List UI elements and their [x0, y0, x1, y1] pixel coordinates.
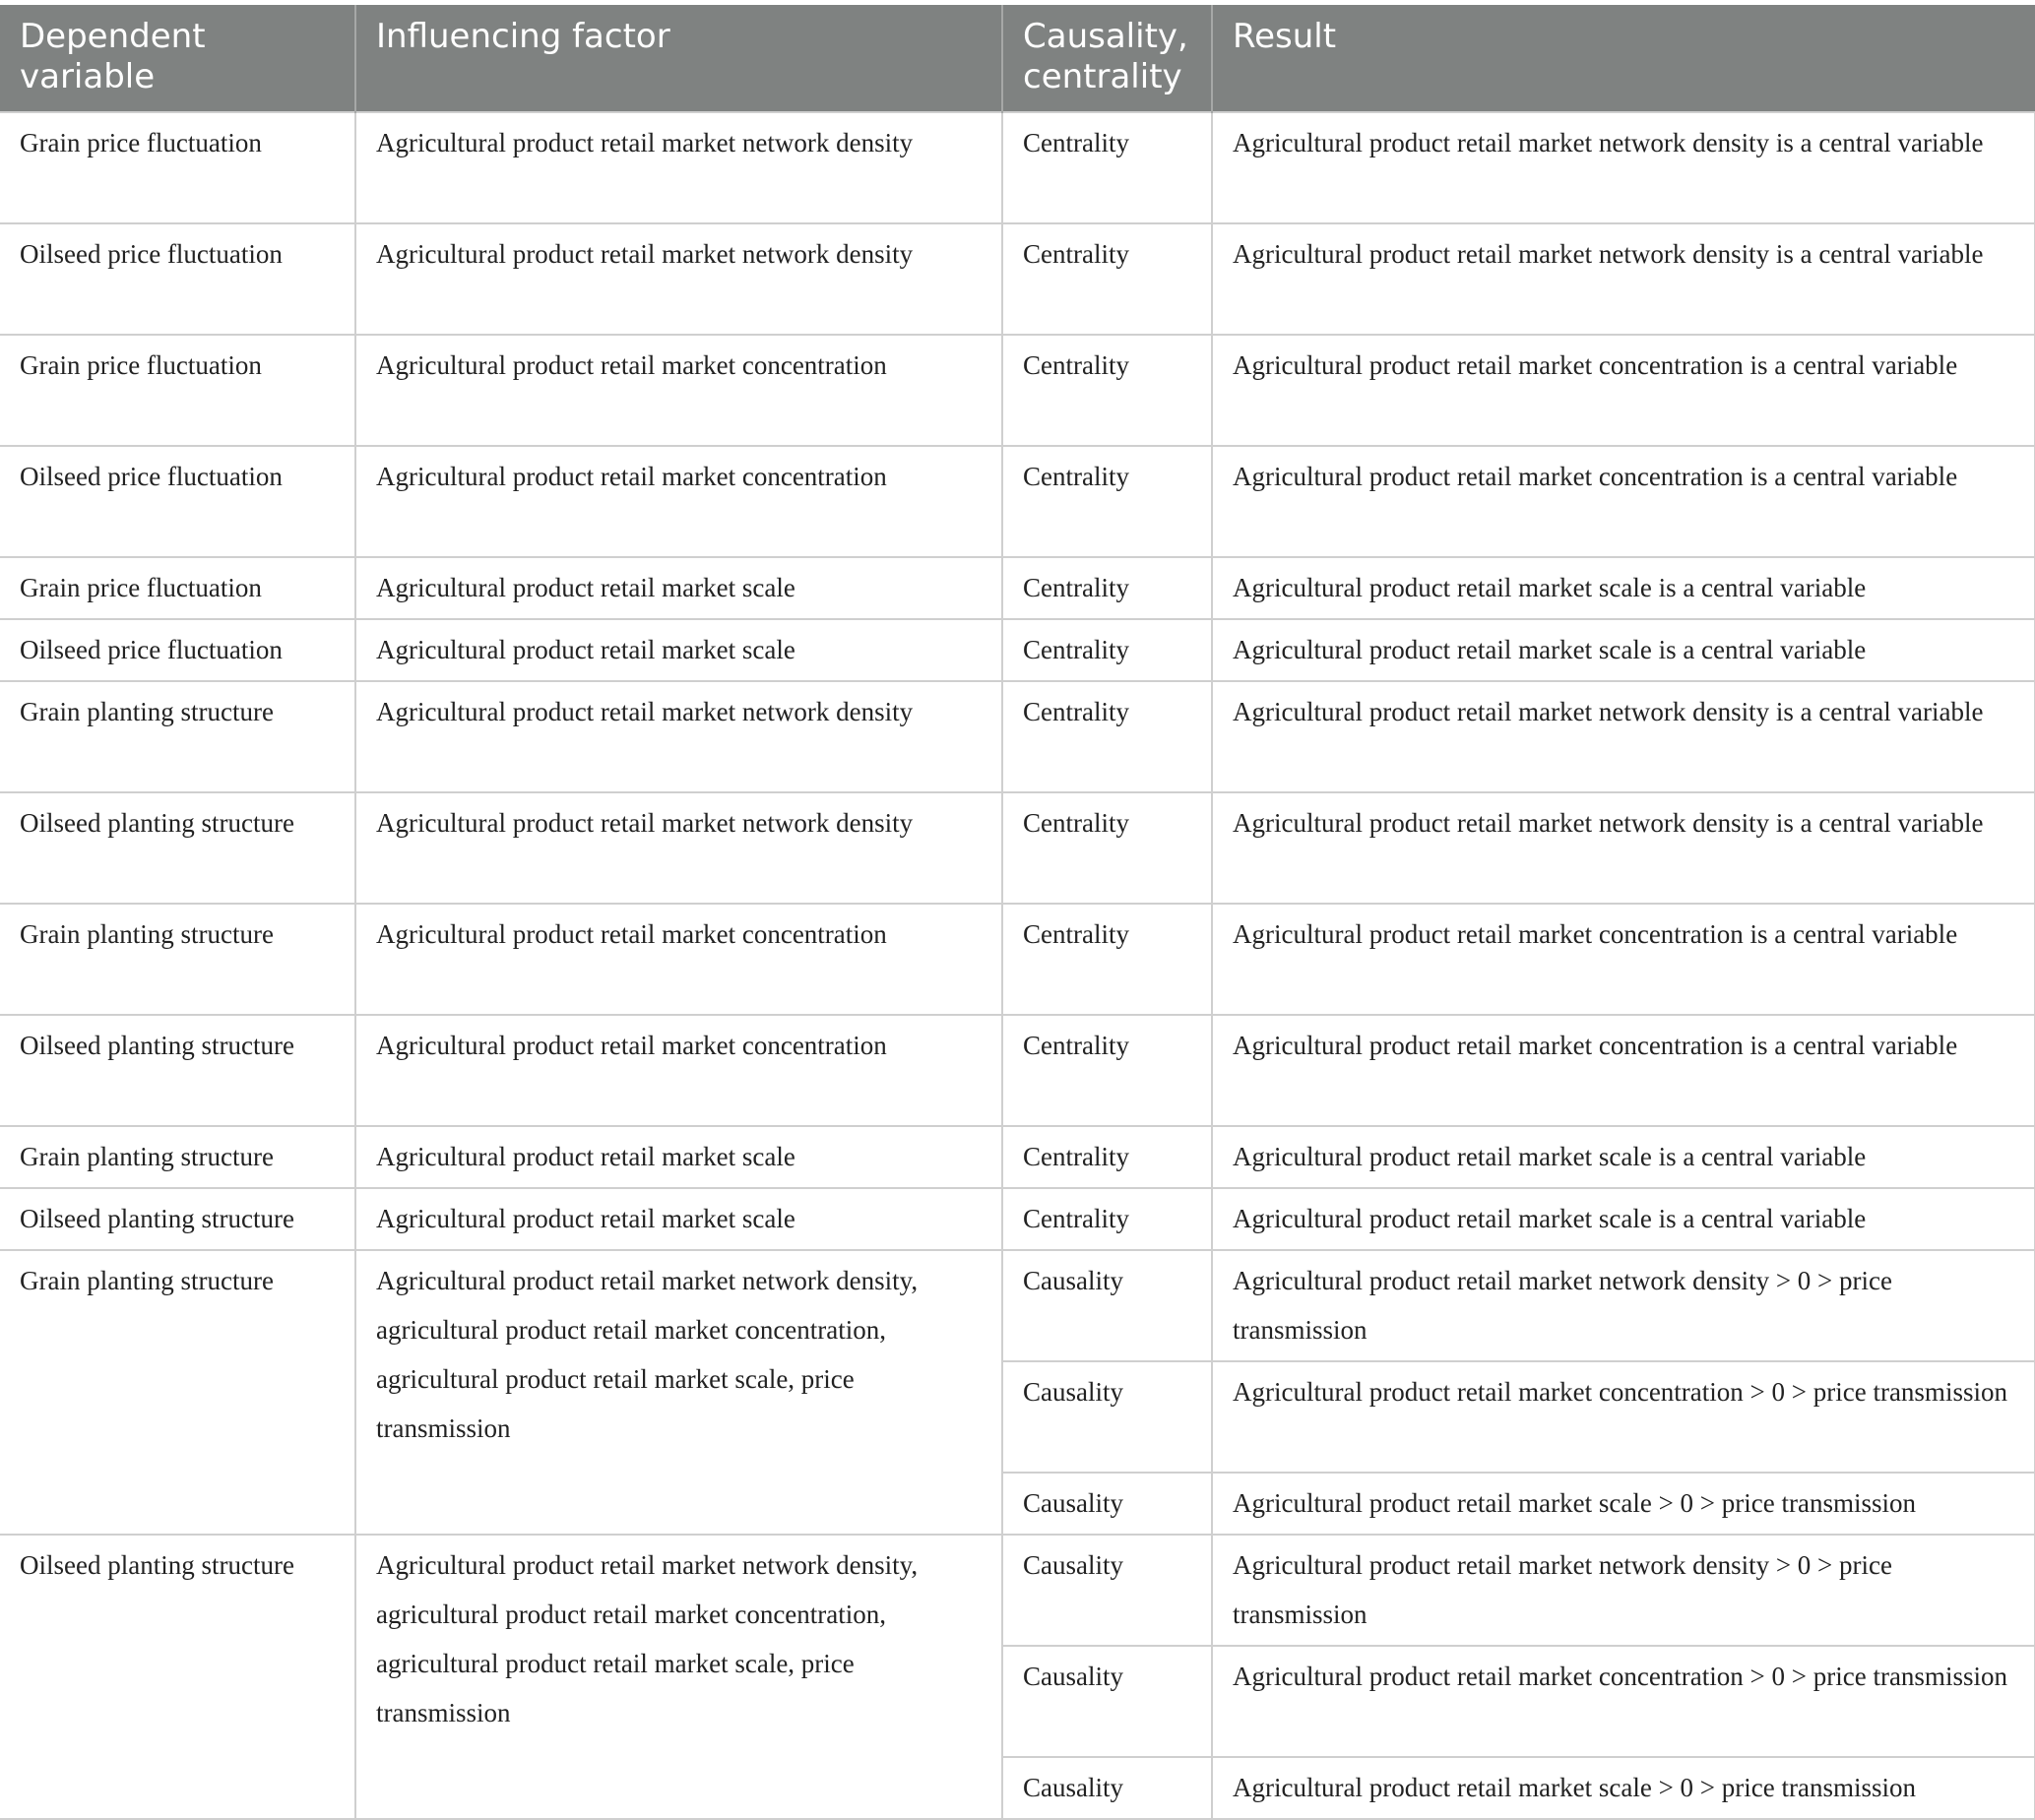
header-row	[0, 5, 2035, 112]
result-cell: Agricultural product retail market network density is a central variable	[1212, 792, 2035, 904]
causality-centrality-cell: Centrality	[1002, 1188, 1212, 1250]
result-cell: Agricultural product retail market network density is a central variable	[1212, 112, 2035, 223]
dependent-variable-cell: Oilseed price fluctuation	[0, 619, 355, 681]
influencing-factor-cell: Agricultural product retail market network density	[355, 681, 1002, 792]
causality-centrality-cell: Centrality	[1002, 904, 1212, 1015]
causality-centrality-cell: Centrality	[1002, 1015, 1212, 1126]
dependent-variable-cell: Oilseed price fluctuation	[0, 223, 355, 335]
header-influencing-factor: Influencing factor	[355, 5, 1002, 112]
table-row	[0, 335, 2035, 446]
result-cell: Agricultural product retail market scale is a central variable	[1212, 1188, 2035, 1250]
result-cell: Agricultural product retail market scale is a central variable	[1212, 619, 2035, 681]
dependent-variable-cell: Grain price fluctuation	[0, 335, 355, 446]
result-cell: Agricultural product retail market concentration is a central variable	[1212, 446, 2035, 557]
table-row	[0, 619, 2035, 681]
influencing-factor-cell: Agricultural product retail market scale	[355, 1188, 1002, 1250]
causality-centrality-cell: Causality	[1002, 1646, 1212, 1757]
causality-centrality-cell: Causality	[1002, 1361, 1212, 1473]
result-cell: Agricultural product retail market network density is a central variable	[1212, 681, 2035, 792]
causality-centrality-cell: Centrality	[1002, 223, 1212, 335]
table-row	[0, 1015, 2035, 1126]
dependent-variable-cell: Oilseed price fluctuation	[0, 446, 355, 557]
dependent-variable-cell: Grain planting structure	[0, 1250, 355, 1535]
influencing-factor-cell: Agricultural product retail market scale	[355, 1126, 1002, 1188]
result-cell: Agricultural product retail market concentration is a central variable	[1212, 1015, 2035, 1126]
dependent-variable-cell: Oilseed planting structure	[0, 1015, 355, 1126]
influencing-factor-cell: Agricultural product retail market scale	[355, 619, 1002, 681]
result-cell: Agricultural product retail market concentration is a central variable	[1212, 335, 2035, 446]
dependent-variable-cell: Grain planting structure	[0, 904, 355, 1015]
causality-centrality-cell: Centrality	[1002, 1126, 1212, 1188]
table-row	[0, 112, 2035, 223]
influencing-factor-cell: Agricultural product retail market network density	[355, 792, 1002, 904]
table-row	[0, 446, 2035, 557]
table-row	[0, 792, 2035, 904]
dependent-variable-cell: Grain planting structure	[0, 1126, 355, 1188]
influencing-factor-cell: Agricultural product retail market network density	[355, 112, 1002, 223]
result-cell: Agricultural product retail market concentration > 0 > price transmission	[1212, 1646, 2035, 1757]
causality-centrality-cell: Causality	[1002, 1535, 1212, 1646]
causality-centrality-cell: Centrality	[1002, 446, 1212, 557]
influencing-factor-cell: Agricultural product retail market network density	[355, 223, 1002, 335]
dependent-variable-cell: Oilseed planting structure	[0, 792, 355, 904]
influencing-factor-cell: Agricultural product retail market network density, agricultural product retail market concentration, agricultural product retail market scale, price transmission	[355, 1535, 1002, 1819]
dependent-variable-cell: Grain planting structure	[0, 681, 355, 792]
result-cell: Agricultural product retail market network density is a central variable	[1212, 223, 2035, 335]
influencing-factor-cell: Agricultural product retail market concentration	[355, 446, 1002, 557]
influencing-factor-cell: Agricultural product retail market concentration	[355, 335, 1002, 446]
table-row	[0, 557, 2035, 619]
result-cell: Agricultural product retail market network density > 0 > price transmission	[1212, 1535, 2035, 1646]
causality-centrality-cell: Causality	[1002, 1250, 1212, 1361]
influencing-factor-cell: Agricultural product retail market network density, agricultural product retail market concentration, agricultural product retail market scale, price transmission	[355, 1250, 1002, 1535]
table-row	[0, 1535, 2035, 1646]
result-cell: Agricultural product retail market scale is a central variable	[1212, 1126, 2035, 1188]
causality-centrality-cell: Causality	[1002, 1473, 1212, 1535]
table-row	[0, 681, 2035, 792]
causality-centrality-cell: Centrality	[1002, 335, 1212, 446]
influencing-factor-cell: Agricultural product retail market concentration	[355, 1015, 1002, 1126]
results-table	[0, 5, 2035, 1820]
table-row	[0, 223, 2035, 335]
result-cell: Agricultural product retail market scale is a central variable	[1212, 557, 2035, 619]
header-result: Result	[1212, 5, 2035, 112]
causality-centrality-cell: Centrality	[1002, 557, 1212, 619]
result-cell: Agricultural product retail market scale > 0 > price transmission	[1212, 1757, 2035, 1819]
dependent-variable-cell: Oilseed planting structure	[0, 1188, 355, 1250]
table-row	[0, 1188, 2035, 1250]
table-row	[0, 904, 2035, 1015]
influencing-factor-cell: Agricultural product retail market scale	[355, 557, 1002, 619]
dependent-variable-cell: Grain price fluctuation	[0, 112, 355, 223]
dependent-variable-cell: Oilseed planting structure	[0, 1535, 355, 1819]
result-cell: Agricultural product retail market concentration > 0 > price transmission	[1212, 1361, 2035, 1473]
table-row	[0, 1250, 2035, 1361]
table-row	[0, 1126, 2035, 1188]
header-causality-centrality: Causality, centrality	[1002, 5, 1212, 112]
result-cell: Agricultural product retail market concentration is a central variable	[1212, 904, 2035, 1015]
influencing-factor-cell: Agricultural product retail market concentration	[355, 904, 1002, 1015]
causality-centrality-cell: Centrality	[1002, 619, 1212, 681]
causality-centrality-cell: Causality	[1002, 1757, 1212, 1819]
causality-centrality-cell: Centrality	[1002, 681, 1212, 792]
causality-centrality-cell: Centrality	[1002, 792, 1212, 904]
result-cell: Agricultural product retail market scale > 0 > price transmission	[1212, 1473, 2035, 1535]
causality-centrality-cell: Centrality	[1002, 112, 1212, 223]
dependent-variable-cell: Grain price fluctuation	[0, 557, 355, 619]
result-cell: Agricultural product retail market network density > 0 > price transmission	[1212, 1250, 2035, 1361]
header-dependent-variable: Dependent variable	[0, 5, 355, 112]
